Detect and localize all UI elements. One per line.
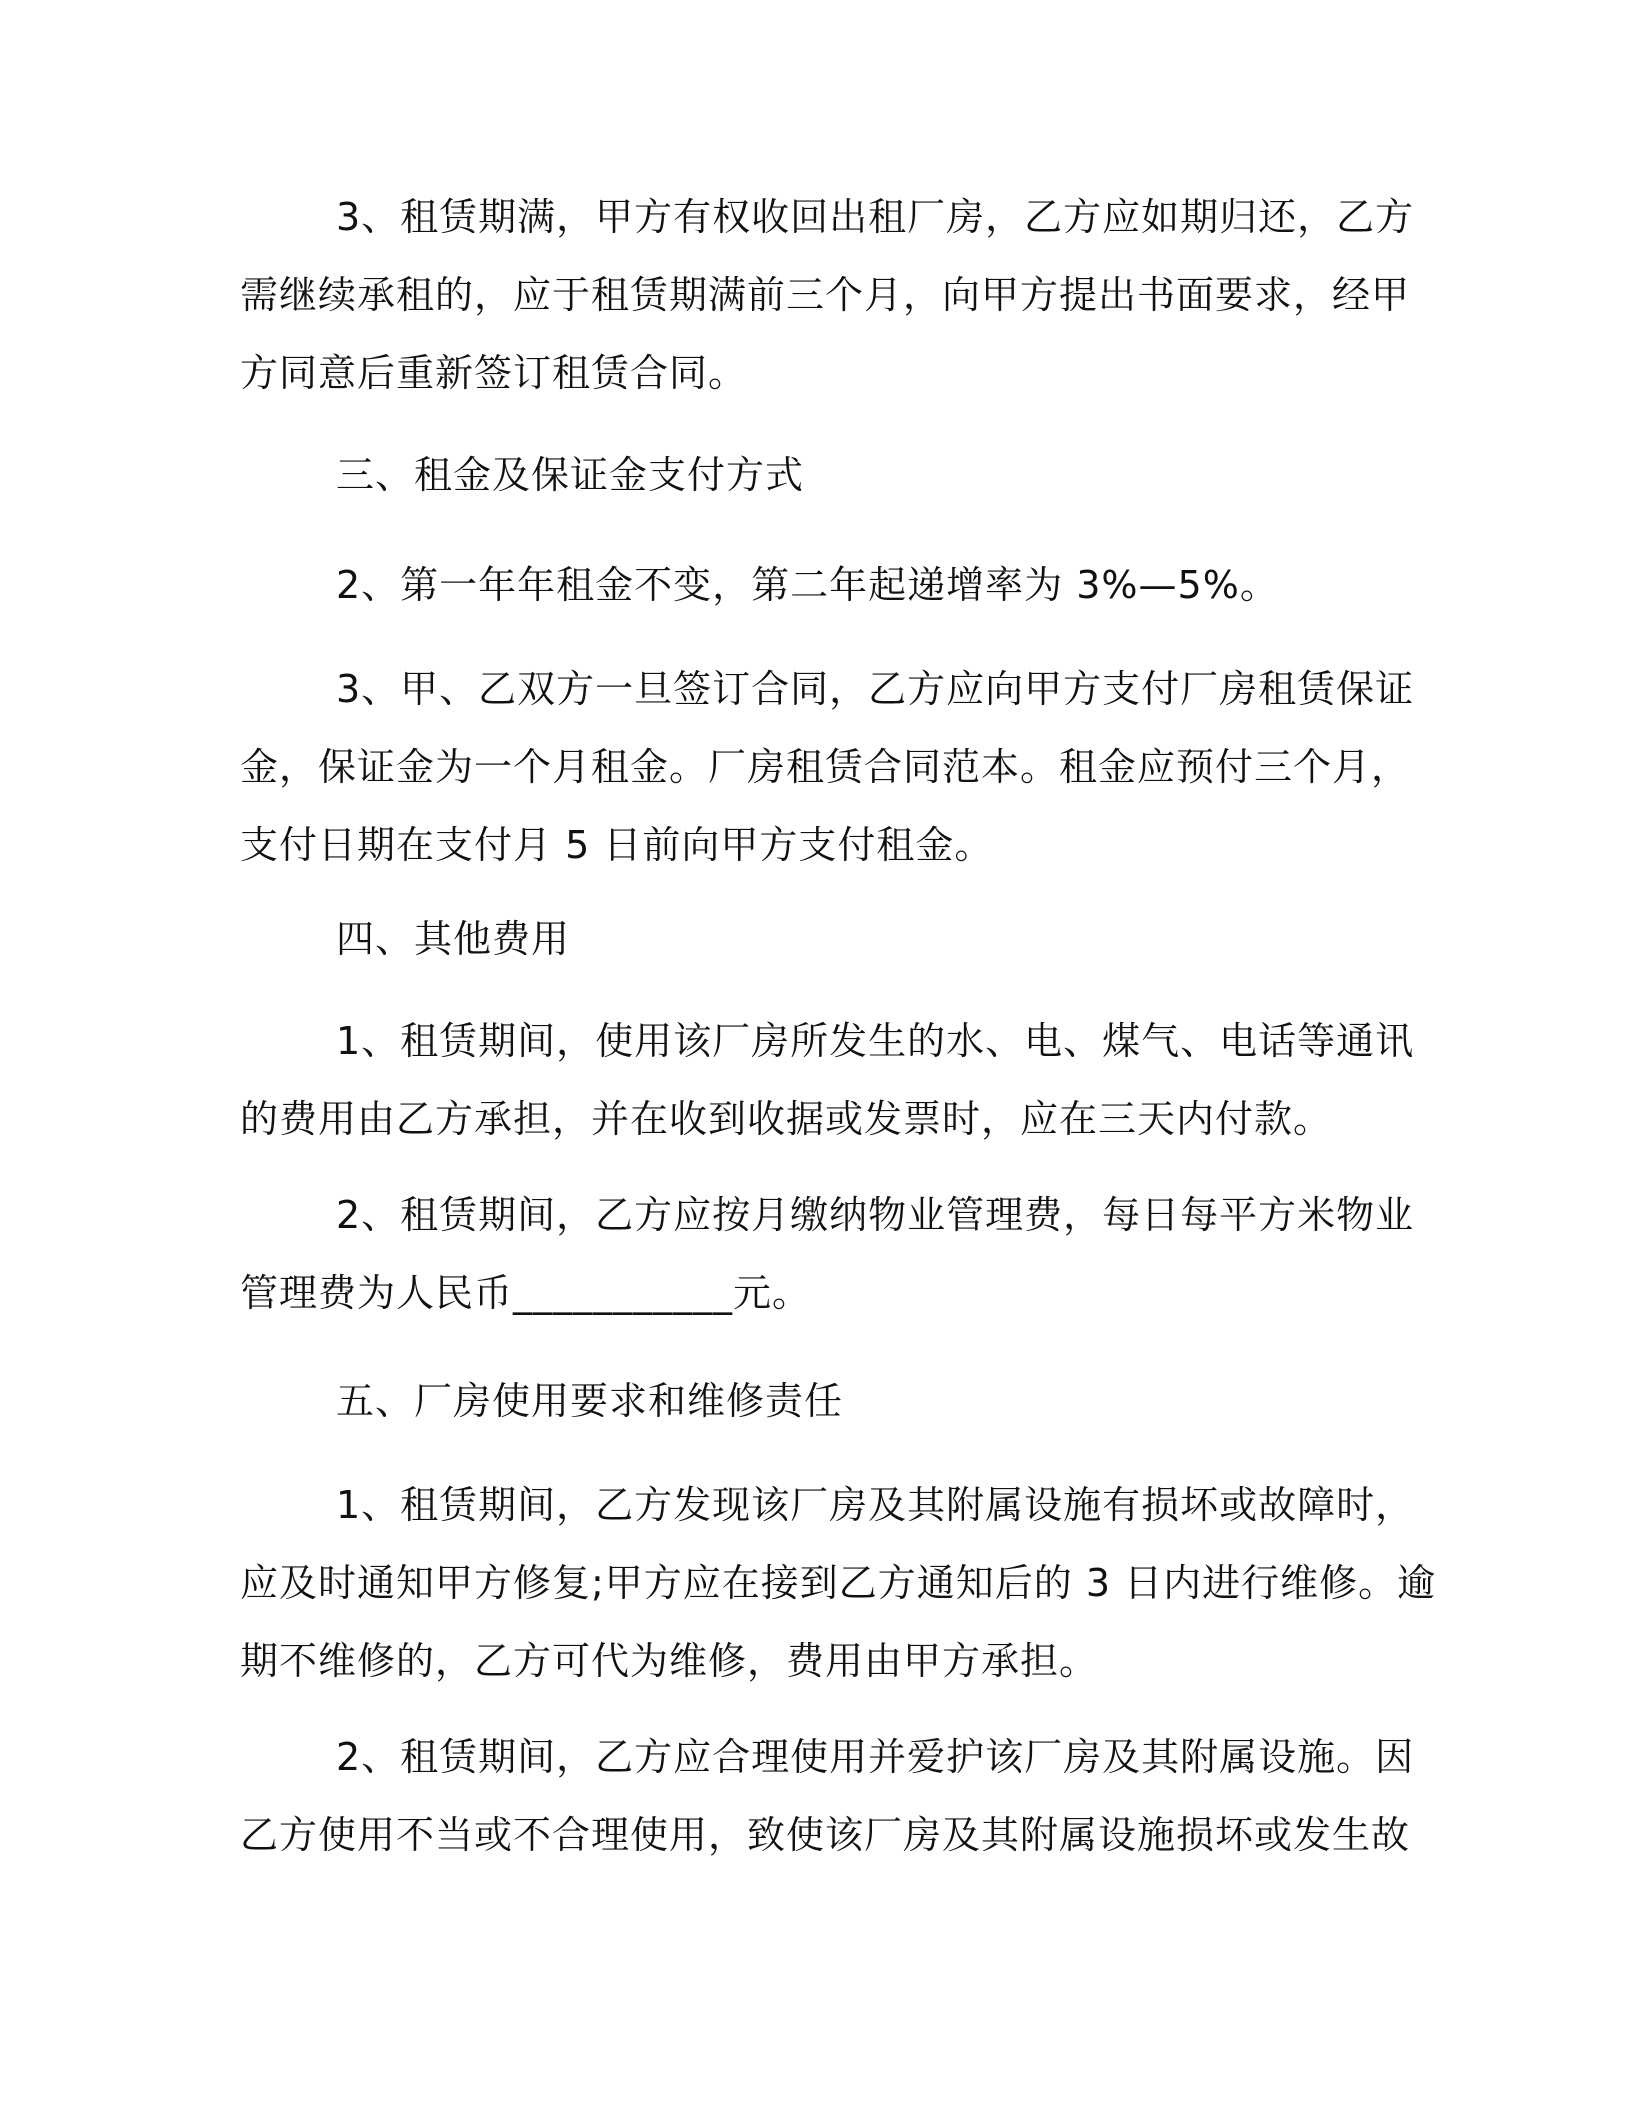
section-heading-rent-deposit: 三、租金及保证金支付方式: [336, 453, 805, 497]
text-line: 金，保证金为一个月租金。厂房租赁合同范本。租金应预付三个月，: [240, 745, 1411, 789]
text-line: 3、租赁期满，甲方有权收回出租厂房，乙方应如期归还，乙方: [336, 195, 1415, 239]
section-heading-usage-maintenance: 五、厂房使用要求和维修责任: [336, 1379, 844, 1423]
text-line: 的费用由乙方承担，并在收到收据或发票时，应在三天内付款。: [240, 1097, 1333, 1141]
clause-1-repair-notice: [240, 1466, 1437, 1700]
text-line: 方同意后重新签订租赁合同。: [240, 351, 748, 395]
clause-3-lease-expiry: [240, 178, 1415, 412]
section-heading-other-fees: 四、其他费用: [336, 917, 571, 961]
text-line: 2、租赁期间，乙方应按月缴纳物业管理费，每日每平方米物业: [336, 1193, 1415, 1237]
text-line: 1、租赁期间，乙方发现该厂房及其附属设施有损坏或故障时，: [336, 1483, 1415, 1527]
text-line: 2、租赁期间，乙方应合理使用并爱护该厂房及其附属设施。因: [336, 1735, 1415, 1779]
clause-2-proper-use: [240, 1718, 1415, 1874]
text-line: 1、租赁期间，使用该厂房所发生的水、电、煤气、电话等通讯: [336, 1019, 1415, 1063]
text-line: 乙方使用不当或不合理使用，致使该厂房及其附属设施损坏或发生故: [240, 1813, 1411, 1857]
clause-2-rent-increase: [240, 546, 1360, 624]
text-line: 2、第一年年租金不变，第二年起递增率为 3%—5%。: [336, 563, 1279, 607]
text-line: 3、甲、乙双方一旦签订合同，乙方应向甲方支付厂房租赁保证: [336, 667, 1415, 711]
clause-3-deposit: [240, 650, 1415, 884]
text-line: 需继续承租的，应于租赁期满前三个月，向甲方提出书面要求，经甲: [240, 273, 1411, 317]
text-line: 管理费为人民币___________元。: [240, 1271, 812, 1315]
clause-1-utility-fees: [240, 1002, 1415, 1158]
text-line: 支付日期在支付月 5 日前向甲方支付租金。: [240, 823, 994, 867]
clause-2-property-fee: [240, 1176, 1415, 1332]
text-line: 应及时通知甲方修复;甲方应在接到乙方通知后的 3 日内进行维修。逾: [240, 1561, 1437, 1605]
text-line: 期不维修的，乙方可代为维修，费用由甲方承担。: [240, 1639, 1099, 1683]
